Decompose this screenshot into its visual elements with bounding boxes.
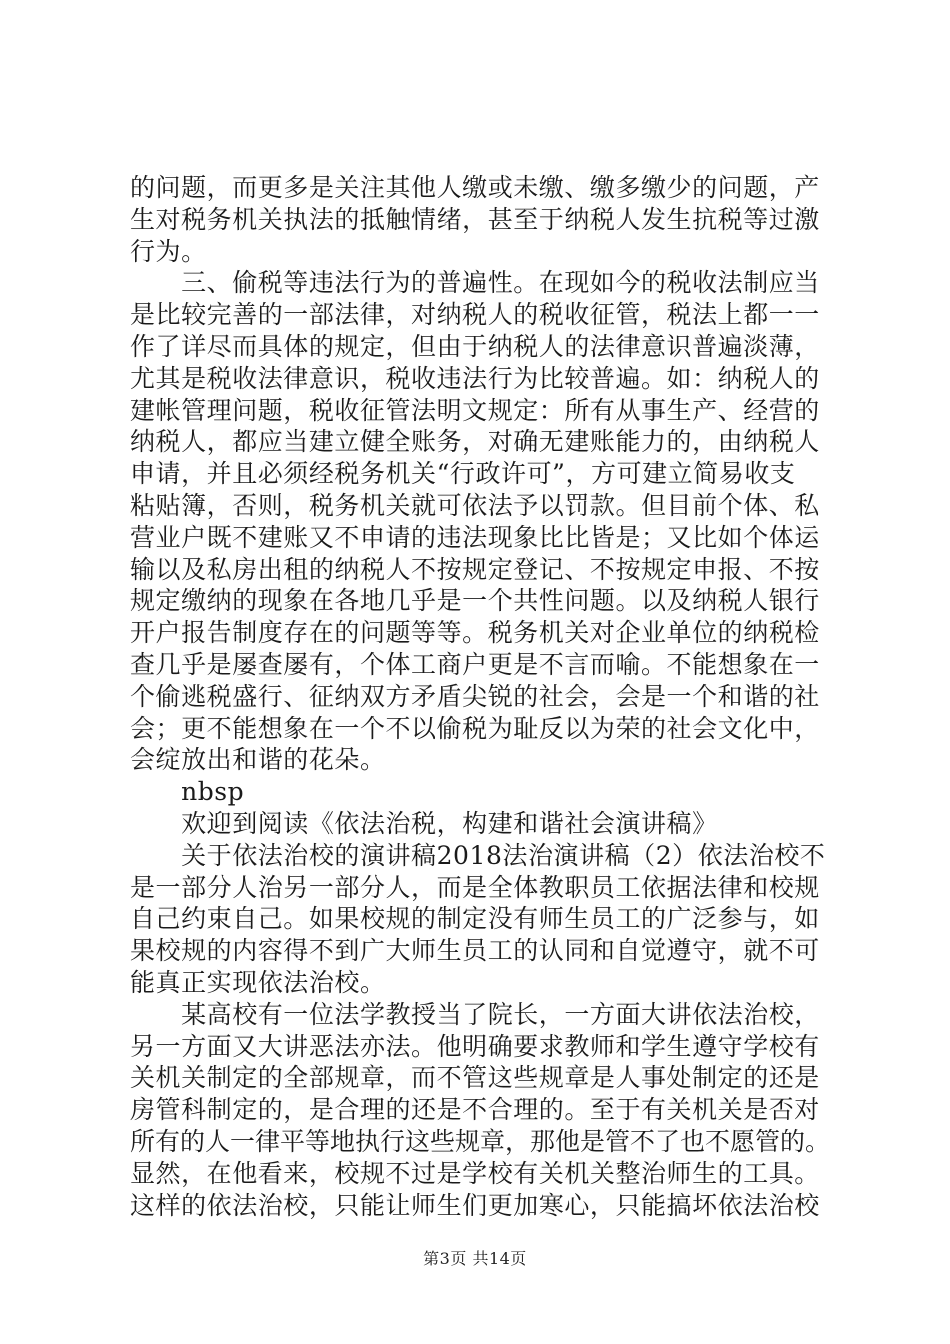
text-line: 某高校有一位法学教授当了院长，一方面大讲依法治校， — [130, 999, 820, 1029]
text-line: 粘贴簿，否则，税务机关就可依法予以罚款。但目前个体、私 — [130, 490, 820, 520]
text-line: 三、偷税等违法行为的普遍性。在现如今的税收法制应当 — [130, 268, 820, 298]
text-line: 是比较完善的一部法律，对纳税人的税收征管，税法上都一一 — [130, 300, 820, 330]
text-line: 关机关制定的全部规章，而不管这些规章是人事处制定的还是 — [130, 1063, 820, 1093]
text-line: 会绽放出和谐的花朵。 — [130, 745, 386, 775]
text-line: 自己约束自己。如果校规的制定没有师生员工的广泛参与，如 — [130, 904, 820, 934]
text-line: nbsp — [130, 777, 245, 807]
text-line: 果校规的内容得不到广大师生员工的认同和自觉遵守，就不可 — [130, 936, 820, 966]
text-line: 生对税务机关执法的抵触情绪，甚至于纳税人发生抗税等过激 — [130, 204, 820, 234]
text-line: 所有的人一律平等地执行这些规章，那他是管不了也不愿管的。 — [130, 1126, 831, 1156]
text-line: 规定缴纳的现象在各地几乎是一个共性问题。以及纳税人银行 — [130, 586, 820, 616]
text-line: 会；更不能想象在一个不以偷税为耻反以为荣的社会文化中， — [130, 713, 820, 743]
text-line: 查几乎是屡查屡有，个体工商户更是不言而喻。不能想象在一 — [130, 649, 820, 679]
text-line: 开户报告制度存在的问题等等。税务机关对企业单位的纳税检 — [130, 618, 820, 648]
text-line: 另一方面又大讲恶法亦法。他明确要求教师和学生遵守学校有 — [130, 1031, 820, 1061]
text-line: 建帐管理问题，税收征管法明文规定：所有从事生产、经营的 — [130, 395, 820, 425]
text-line: 房管科制定的，是合理的还是不合理的。至于有关机关是否对 — [130, 1095, 820, 1125]
page-number-footer: 第3页 共14页 — [423, 1249, 527, 1268]
text-line: 的问题，而更多是关注其他人缴或未缴、缴多缴少的问题，产 — [130, 173, 820, 202]
text-line: 能真正实现依法治校。 — [130, 967, 386, 997]
text-line: 行为。 — [130, 236, 207, 266]
document-body — [130, 172, 832, 1221]
text-line: 显然，在他看来，校规不过是学校有关机关整治师生的工具。 — [130, 1158, 820, 1188]
text-line: 这样的依法治校，只能让师生们更加寒心，只能搞坏依法治校 — [130, 1190, 820, 1220]
text-line: 尤其是税收法律意识，税收违法行为比较普遍。如：纳税人的 — [130, 363, 820, 393]
text-line: 申请，并且必须经税务机关“行政许可”，方可建立简易收支 — [130, 459, 796, 489]
text-line: 欢迎到阅读《依法治税，构建和谐社会演讲稿》 — [130, 808, 718, 838]
text-line: 输以及私房出租的纳税人不按规定登记、不按规定申报、不按 — [130, 554, 820, 584]
text-line: 关于依法治校的演讲稿2018法治演讲稿（2）依法治校不 — [130, 840, 826, 870]
text-line: 纳税人，都应当建立健全账务，对确无建账能力的，由纳税人 — [130, 427, 820, 457]
text-line: 营业户既不建账又不申请的违法现象比比皆是；又比如个体运 — [130, 522, 820, 552]
text-line: 个偷逃税盛行、征纳双方矛盾尖锐的社会，会是一个和谐的社 — [130, 681, 820, 711]
text-line: 是一部分人治另一部分人，而是全体教职员工依据法律和校规 — [130, 872, 820, 902]
text-line: 作了详尽而具体的规定，但由于纳税人的法律意识普遍淡薄， — [130, 331, 820, 361]
